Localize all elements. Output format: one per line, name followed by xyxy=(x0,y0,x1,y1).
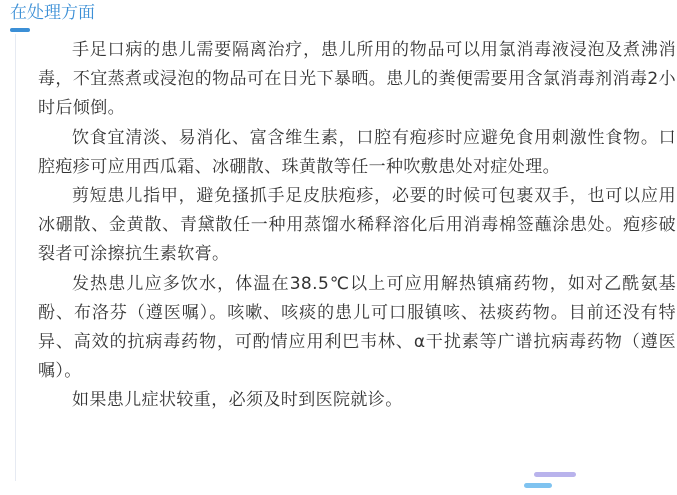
decor-bar-lilac xyxy=(534,472,576,477)
title-underline-accent xyxy=(10,28,30,32)
decor-bar-blue xyxy=(524,483,552,488)
paragraph-seek-hospital: 如果患儿症状较重，必须及时到医院就诊。 xyxy=(72,390,403,411)
paragraph-diet-oral-care: 饮食宜清淡、易消化、富含维生素，口腔有疱疹时应避免食用刺激性食物。口腔疱疹可应用西瓜霜、冰硼散、珠黄散等任一种吹敷患处对症处理。 xyxy=(38,127,676,177)
article-body xyxy=(38,36,676,416)
paragraph-fever-cough: 发热患儿应多饮水，体温在38.5℃以上可应用解热镇痛药物，如对乙酰氨基酚、布洛芬（遵医嘱）。咳嗽、咳痰的患儿可口服镇咳、祛痰药物。目前还没有特异、高效的抗病毒药物，可酌情应用利巴韦林、α干扰素等广谱抗病毒药物（遵医嘱）。 xyxy=(38,273,676,382)
section-header xyxy=(0,0,677,32)
decorative-bars xyxy=(524,470,584,492)
paragraph-skin-care: 剪短患儿指甲，避免搔抓手足皮肤疱疹，必要的时候可包裹双手，也可以应用冰硼散、金黄散、青黛散任一种用蒸馏水稀释溶化后用消毒棉签蘸涂患处。疱疹破裂者可涂擦抗生素软膏。 xyxy=(38,186,676,265)
section-title: 在处理方面 xyxy=(10,3,95,23)
left-vertical-rule xyxy=(15,34,16,481)
paragraph-isolation-disinfection: 手足口病的患儿需要隔离治疗，患儿所用的物品可以用氯消毒液浸泡及煮沸消毒，不宜蒸煮或浸泡的物品可在日光下暴晒。患儿的粪便需要用含氯消毒剂消毒2小时后倾倒。 xyxy=(38,40,676,119)
